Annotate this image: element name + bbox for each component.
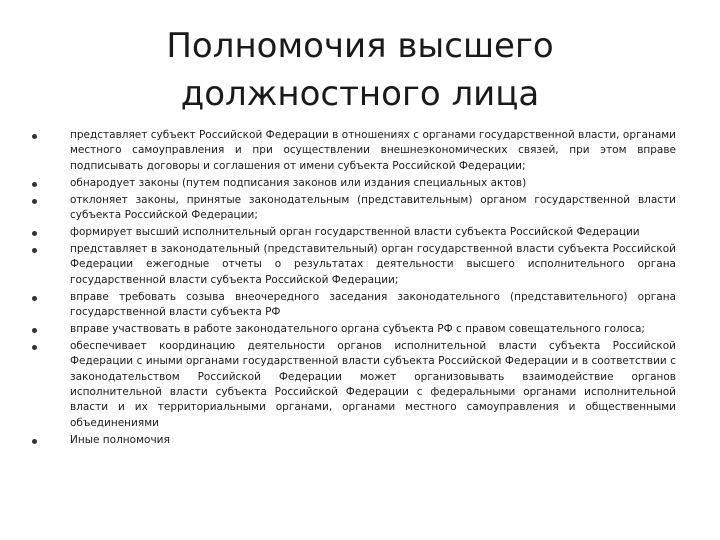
bullet-item [30, 290, 676, 321]
bullet-dot-icon [32, 248, 37, 253]
bullet-dot-icon [32, 199, 37, 204]
bullet-list [30, 128, 676, 450]
bullet-item [30, 225, 676, 240]
bullet-item [30, 339, 676, 431]
slide-title: Полномочия высшего должностного лица [166, 26, 554, 114]
bullet-text: вправе участвовать в работе законодательного органа субъекта РФ с правом совещательного голоса; [70, 322, 645, 335]
bullet-item [30, 193, 676, 224]
bullet-text: представляет субъект Российской Федерации в отношениях с органами государственной власти, органами местного самоуправления и при осуществлении внешнеэкономических связей, при этом вправе подписывать договоры и соглашения от имени субъекта Российской Федерации; [70, 129, 676, 172]
bullet-item [30, 128, 676, 174]
bullet-dot-icon [32, 134, 37, 139]
bullet-dot-icon [32, 182, 37, 187]
bullet-dot-icon [32, 328, 37, 333]
bullet-text: отклоняет законы, принятые законодательным (представительным) органом государственной власти субъекта Российской Федерации; [70, 193, 676, 222]
bullet-item [30, 242, 676, 288]
bullet-text: обнародует законы (путем подписания законов или издания специальных актов) [70, 176, 527, 189]
bullet-text: вправе требовать созыва внеочередного заседания законодательного (представительного) органа государственной власти субъекта РФ [70, 290, 676, 318]
bullet-text: представляет в законодательный (представительный) орган государственной власти субъекта Российской Федерации ежегодные отчеты о результатах деятельности высшего исполнительного органа государственной власти субъекта Российской Федерации; [70, 242, 676, 286]
bullet-text: обеспечивает координацию деятельности органов исполнительной власти субъекта Российской Федерации с иными органами государственной власти субъекта Российской Федерации и в соответствии с законодательством Российской Федерации может организовывать взаимодействие органов исполнительной власти субъекта Российской Федерации с федеральными органами исполнительной власти и их территориальными органами, органами местного самоуправления и общественными объединениями [70, 339, 676, 429]
bullet-item [30, 433, 676, 448]
bullet-item [30, 176, 676, 191]
bullet-dot-icon [32, 439, 37, 444]
bullet-dot-icon [32, 231, 37, 236]
bullet-dot-icon [32, 345, 37, 350]
bullet-text: формирует высший исполнительный орган государственной власти субъекта Российской Федерации [70, 225, 640, 238]
bullet-item [30, 322, 676, 337]
bullet-dot-icon [32, 296, 37, 301]
bullet-text: Иные полномочия [70, 433, 170, 446]
